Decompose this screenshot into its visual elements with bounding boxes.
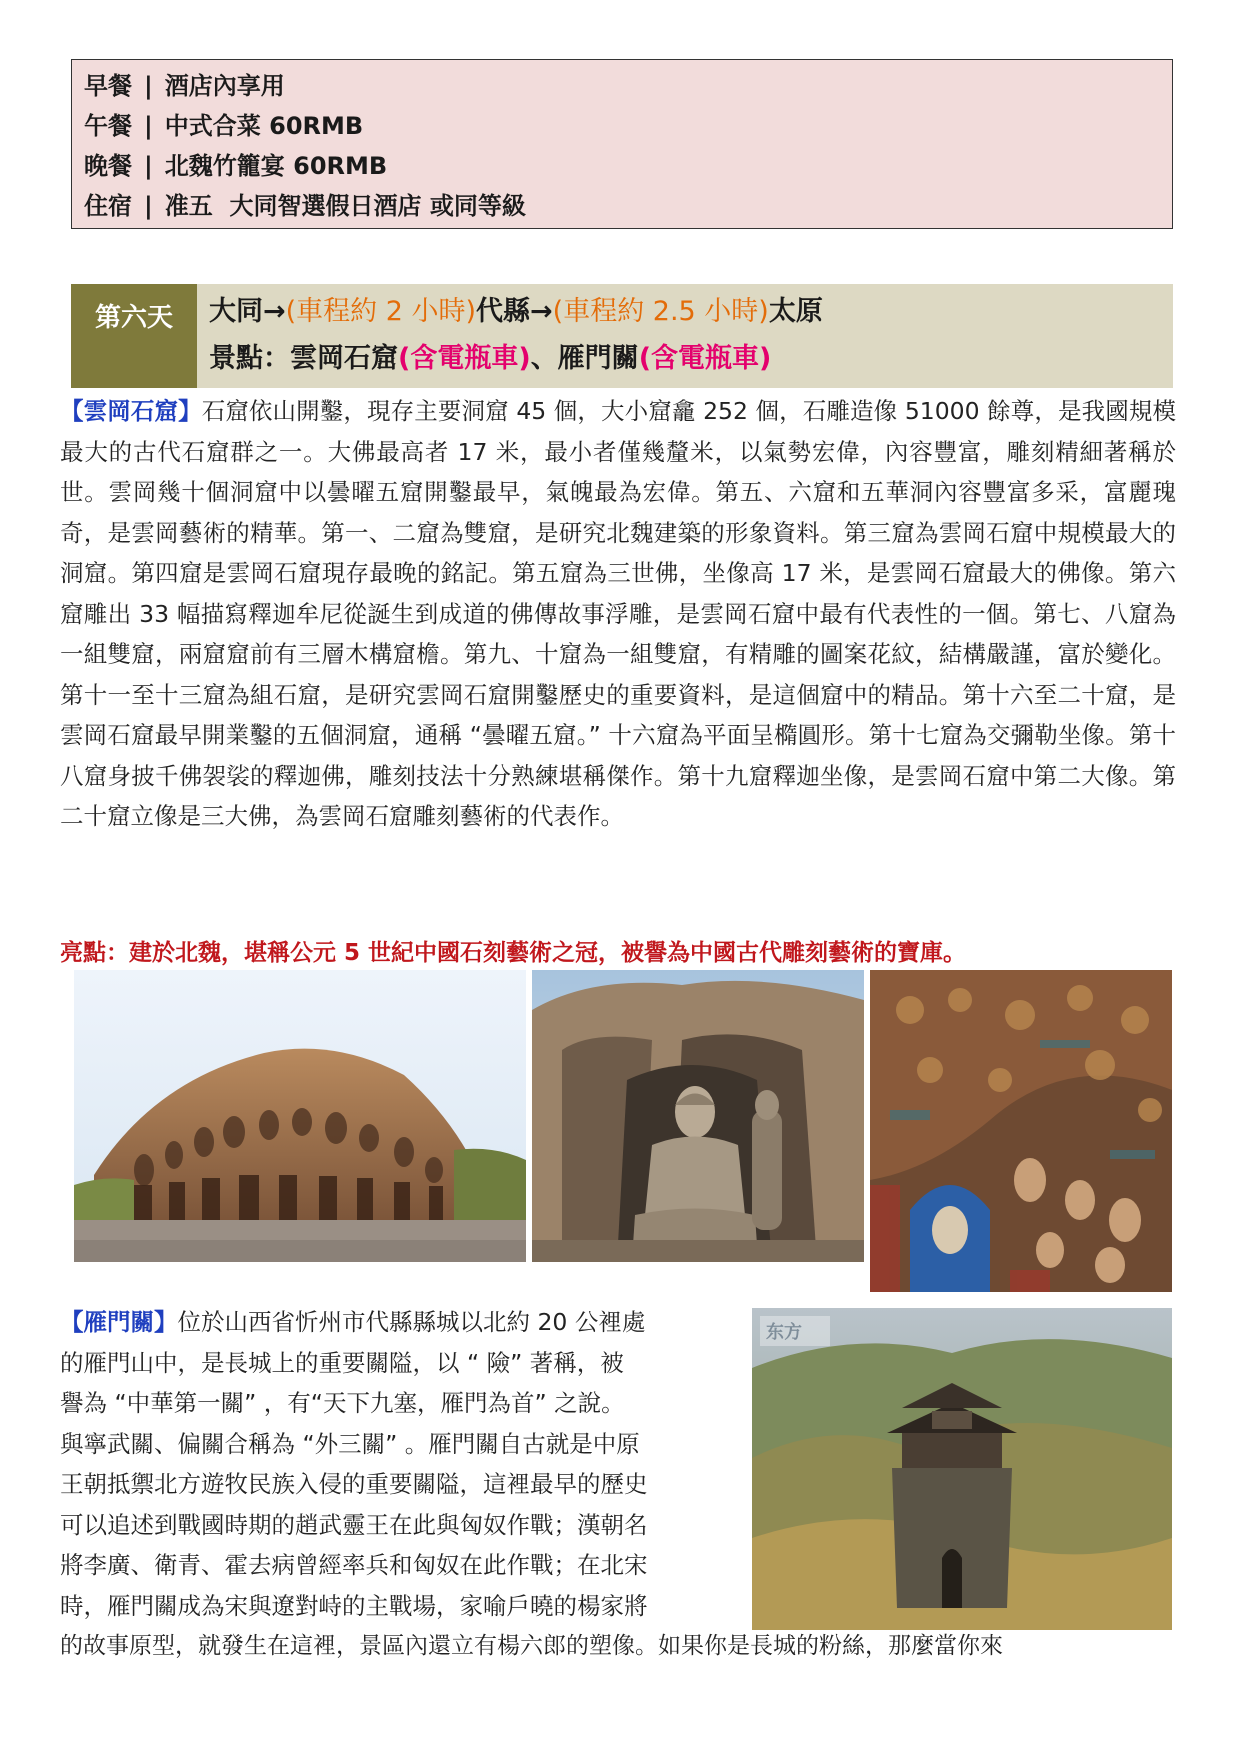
meal-row-hotel: 住宿 | 准五 大同智選假日酒店 或同等級	[84, 192, 526, 220]
yanmen-line-4: 與寧武關、偏關合稱為 “外三關” 。雁門關自古就是中原	[60, 1429, 640, 1458]
meal-row-breakfast: 早餐 | 酒店內享用	[84, 72, 285, 100]
photo-cave-interior	[870, 970, 1172, 1292]
yungang-text: 石窟依山開鑿，現存主要洞窟 45 個，大小窟龕 252 個，石雕造像 51000 餘尊，是我國規模最大的古代石窟群之一。大佛最高者 17 米，最小者僅幾釐米，以氣勢宏偉，內容豐富，雕刻精細著稱於世。雲岡幾十個洞窟中以曇曜五窟開鑿最早，氣魄最為宏偉。第五、六窟和五華洞內容豐富多采，富麗瑰奇，是雲岡藝術的精華。第一、二窟為雙窟，是研究北魏建築的形象資料。第三窟為雲岡石窟中規模最大的洞窟。第四窟是雲岡石窟現存最晚的銘記。第五窟為三世佛，坐像高 17 米，是雲岡石窟最大的佛像。第六窟雕出 33 幅描寫釋迦牟尼從誕生到成道的佛傳故事浮雕，是雲岡石窟中最有代表性的一個。第七、八窟為一組雙窟，兩窟窟前有三層木構窟檐。第九、十窟為一組雙窟，有精雕的圖案花紋，結構嚴謹，富於變化。第十一至十三窟為組石窟，是研究雲岡石窟開鑿歷史的重要資料，是這個窟中的精品。第十六至二十窟，是雲岡石窟最早開業鑿的五個洞窟，通稱 “曇曜五窟。” 十六窟為平面呈橢圓形。第十七窟為交彌勒坐像。第十八窟身披千佛袈裟的釋迦佛，雕刻技法十分熟練堪稱傑作。第十九窟釋迦坐像，是雲岡石窟中第二大像。第二十窟立像是三大佛，為雲岡石窟雕刻藝術的代表作。	[60, 397, 1176, 830]
yanmen-line-6: 可以追述到戰國時期的趙武靈王在此與匈奴作戰；漢朝名	[60, 1510, 648, 1539]
day-header	[71, 284, 1173, 388]
yanmen-line-8: 時，雁門關成為宋與遼對峙的主戰場，家喻戶曉的楊家將	[60, 1591, 648, 1620]
buddha-statue-image	[532, 970, 864, 1262]
yungang-cliff-image	[74, 970, 526, 1262]
yanmen-line-3: 譽為 “中華第一關” ，有“天下九塞，雁門為首” 之說。	[60, 1389, 625, 1417]
yanmen-line-9: 的故事原型，就發生在這裡，景區內還立有楊六郎的塑像。如果你是長城的粉絲，那麼當你來	[60, 1633, 1003, 1659]
yanmen-line-1: 【雁門關】位於山西省忻州市代縣縣城以北約 20 公裡處	[60, 1308, 646, 1336]
spots-line: 景點：雲岡石窟(含電瓶車)、雁門關(含電瓶車)	[209, 343, 772, 374]
meal-info-box	[71, 59, 1173, 229]
yanmen-tag: 【雁門關】	[60, 1308, 178, 1336]
yanmen-line-5: 王朝抵禦北方遊牧民族入侵的重要關隘，這裡最早的歷史	[60, 1470, 648, 1498]
yungang-tag: 【雲岡石窟】	[60, 397, 202, 425]
route-line: 大同→(車程約 2 小時)代縣→(車程約 2.5 小時)太原	[209, 296, 823, 327]
meal-row-dinner: 晚餐 | 北魏竹籠宴 60RMB	[84, 152, 388, 180]
yanmen-line-2: 的雁門山中，是長城上的重要關隘，以 “ 險” 著稱，被	[60, 1348, 624, 1377]
yungang-paragraph	[60, 391, 1176, 837]
photo-watermark: 东方	[766, 1322, 802, 1343]
yungang-highlight: 亮點：建於北魏，堪稱公元 5 世紀中國石刻藝術之冠，被譽為中國古代雕刻藝術的寶庫。	[60, 940, 967, 966]
photo-yanmen-pass	[752, 1308, 1172, 1630]
day-route-box	[197, 284, 1173, 388]
photo-buddha-statue	[532, 970, 864, 1262]
photo-yungang-cliff	[74, 970, 526, 1262]
yanmen-line-7: 將李廣、衛青、霍去病曾經率兵和匈奴在此作戰；在北宋	[60, 1551, 648, 1579]
cave-interior-image	[870, 970, 1172, 1292]
yanmen-pass-image	[752, 1308, 1172, 1630]
meal-row-lunch: 午餐 | 中式合菜 60RMB	[84, 112, 364, 140]
day-label: 第六天	[71, 284, 197, 388]
